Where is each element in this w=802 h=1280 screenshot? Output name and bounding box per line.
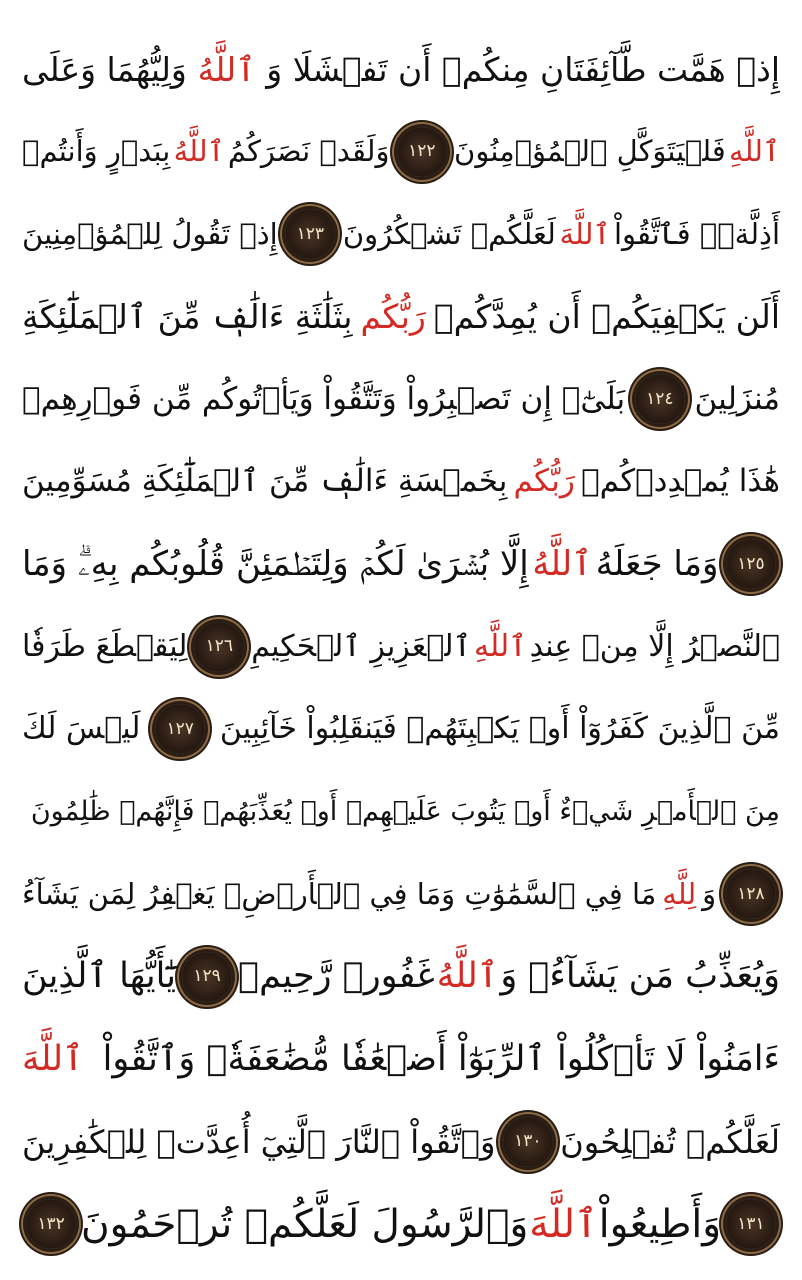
- ayah-number: ١٣٠: [514, 1131, 542, 1152]
- verse-text: وَأَطِيعُواْ: [598, 1201, 722, 1247]
- divine-name-text: ٱللَّهِ: [729, 134, 780, 169]
- ayah-number: ١٣١: [737, 1213, 765, 1234]
- verse-line: [22, 441, 780, 524]
- divine-name-text: ٱللَّهَ: [22, 1038, 84, 1079]
- verse-text: مِنَ ٱلۡأَمۡرِ شَيۡءٌ أَوۡ يَتُوبَ عَلَيۡهِمۡ أَوۡ يُعَذِّبَهُمۡ فَإِنَّهُمۡ ظَٰلِمُونَ: [30, 796, 780, 828]
- verse-text: إِذۡ هَمَّت طَّآئِفَتَانِ مِنكُمۡ أَن تَفۡشَلَا وَ: [266, 49, 780, 89]
- ayah-number: ١٢٩: [193, 966, 221, 987]
- divine-name-text: رَبُّكُم: [360, 297, 426, 337]
- verse-line: [22, 688, 780, 771]
- ayah-number: ١٢٧: [166, 718, 194, 739]
- verse-line: [22, 1101, 780, 1184]
- verse-text: لَعَلَّكُمۡ تَشۡكُرُونَ: [342, 216, 556, 251]
- verse-line: [22, 1018, 780, 1101]
- verse-text: أَلَن يَكۡفِيَكُمۡ أَن يُمِدَّكُمۡ: [433, 297, 780, 337]
- verse-line: [22, 276, 780, 359]
- verse-text: مَا فِي ٱلسَّمَٰوَٰتِ وَمَا فِي ٱلۡأَرۡضِۚ يَغۡفِرُ لِمَن يَشَآءُ: [22, 876, 657, 911]
- verse-text: وَيُعَذِّبُ مَن يَشَآءُۚ وَ: [500, 956, 780, 997]
- ayah-number: ١٢٢: [408, 141, 436, 162]
- divine-name-text: ٱللَّهُ: [197, 49, 256, 89]
- verse-text: وَ: [702, 876, 717, 911]
- verse-line: [22, 771, 780, 854]
- verse-text: مِّنَ ٱلَّذِينَ كَفَرُوٓاْ أَوۡ يَكۡبِتَهُمۡ فَيَنقَلِبُواْ خَآئِبِينَ: [219, 711, 780, 747]
- ayah-end-marker-icon: [726, 539, 776, 589]
- verse-line: [22, 28, 780, 111]
- divine-name-text: لِلَّهِ: [662, 876, 697, 911]
- verse-text: بِخَمۡسَةِ ءَالَٰفٖ مِّنَ ٱلۡمَلَٰٓئِكَةِ مُسَوِّمِينَ: [22, 463, 508, 500]
- verse-text: لِيَقۡطَعَ طَرَفٗا: [22, 628, 188, 664]
- verse-text: يَٰٓأَيُّهَا ٱلَّذِينَ: [22, 956, 177, 997]
- verse-line: [22, 1183, 780, 1266]
- verse-line: [22, 936, 780, 1019]
- verse-text: بِبَدۡرٍ وَأَنتُمۡ: [22, 134, 171, 169]
- ayah-number: ١٢٥: [737, 553, 765, 574]
- divine-name-text: ٱللَّهُ: [173, 134, 225, 169]
- ayah-end-marker-icon: [726, 869, 776, 919]
- verse-text: وَمَا جَعَلَهُ: [595, 544, 719, 585]
- ayah-number: ١٣٢: [37, 1213, 65, 1234]
- verse-text: مُنزَلِينَ: [694, 380, 780, 417]
- verse-text: وَٱتَّقُواْ ٱلنَّارَ ٱلَّتِيٓ أُعِدَّتۡ لِلۡكَٰفِرِينَ: [22, 1122, 496, 1161]
- verse-text: لَيۡسَ لَكَ: [22, 711, 141, 747]
- verse-text: ٱلنَّصۡرُ إِلَّا مِنۡ عِندِ: [529, 628, 780, 664]
- divine-name-text: ٱللَّهُ: [436, 956, 499, 997]
- ayah-number: ١٢٣: [296, 223, 324, 244]
- verse-text: فَلۡيَتَوَكَّلِ ٱلۡمُؤۡمِنُونَ: [454, 134, 726, 169]
- divine-name-text: ٱللَّهُ: [532, 544, 593, 585]
- ayah-end-marker-icon: [503, 1117, 553, 1167]
- ayah-end-marker-icon: [182, 952, 232, 1002]
- ayah-end-marker-icon: [726, 1199, 776, 1249]
- ayah-end-marker-icon: [397, 127, 447, 177]
- verse-text: وَلِيُّهُمَا وَعَلَى: [22, 49, 187, 89]
- ayah-number: ١٢٤: [646, 388, 674, 409]
- divine-name-text: ٱللَّهَ: [559, 216, 611, 251]
- verse-text: أَذِلَّةٞۖ فَٱتَّقُواْ: [613, 216, 780, 251]
- verse-line: [22, 193, 780, 276]
- verse-line: [22, 853, 780, 936]
- verse-text: ءَامَنُواْ لَا تَأۡكُلُواْ ٱلرِّبَوٰٓاْ أَضۡعَٰفٗا مُّضَٰعَفَةٗۖ وَٱتَّقُواْ: [102, 1038, 780, 1079]
- ayah-end-marker-icon: [194, 622, 244, 672]
- verse-lines: [22, 28, 780, 1266]
- verse-line: [22, 111, 780, 194]
- verse-text: هَٰذَا يُمۡدِدۡكُمۡ: [581, 463, 780, 500]
- verse-text: غَفُورٞ رَّحِيمٞ: [238, 956, 435, 997]
- verse-text: إِلَّا بُشۡرَىٰ لَكُمۡ وَلِتَطۡمَئِنَّ قُلُوبُكُم بِهِۦۗ وَمَا: [22, 544, 529, 585]
- verse-line: [22, 523, 780, 606]
- verse-line: [22, 606, 780, 689]
- ayah-end-marker-icon: [285, 209, 335, 259]
- divine-name-text: رَبُّكُم: [513, 463, 575, 500]
- divine-name-text: ٱللَّهَ: [529, 1201, 598, 1247]
- verse-line: [22, 358, 780, 441]
- verse-text: لَعَلَّكُمۡ تُفۡلِحُونَ: [560, 1122, 780, 1161]
- ayah-number: ١٢٨: [737, 883, 765, 904]
- verse-text: ٱلۡعَزِيزِ ٱلۡحَكِيمِ: [251, 628, 472, 664]
- verse-text: بِثَلَٰثَةِ ءَالَٰفٖ مِّنَ ٱلۡمَلَٰٓئِكَةِ: [22, 297, 353, 337]
- ayah-number: ١٢٦: [205, 636, 233, 657]
- ayah-end-marker-icon: [26, 1199, 76, 1249]
- divine-name-text: ٱللَّهِ: [473, 628, 527, 664]
- verse-text: بَلَىٰٓۚ إِن تَصۡبِرُواْ وَتَتَّقُواْ وَيَأۡتُوكُم مِّن فَوۡرِهِمۡ: [22, 380, 626, 417]
- ayah-end-marker-icon: [155, 704, 205, 754]
- verse-text: وَٱلرَّسُولَ لَعَلَّكُمۡ تُرۡحَمُونَ: [80, 1201, 529, 1247]
- verse-text: إِذۡ تَقُولُ لِلۡمُؤۡمِنِينَ: [22, 216, 278, 251]
- verse-text: وَلَقَدۡ نَصَرَكُمُ: [227, 134, 390, 169]
- ayah-end-marker-icon: [635, 374, 685, 424]
